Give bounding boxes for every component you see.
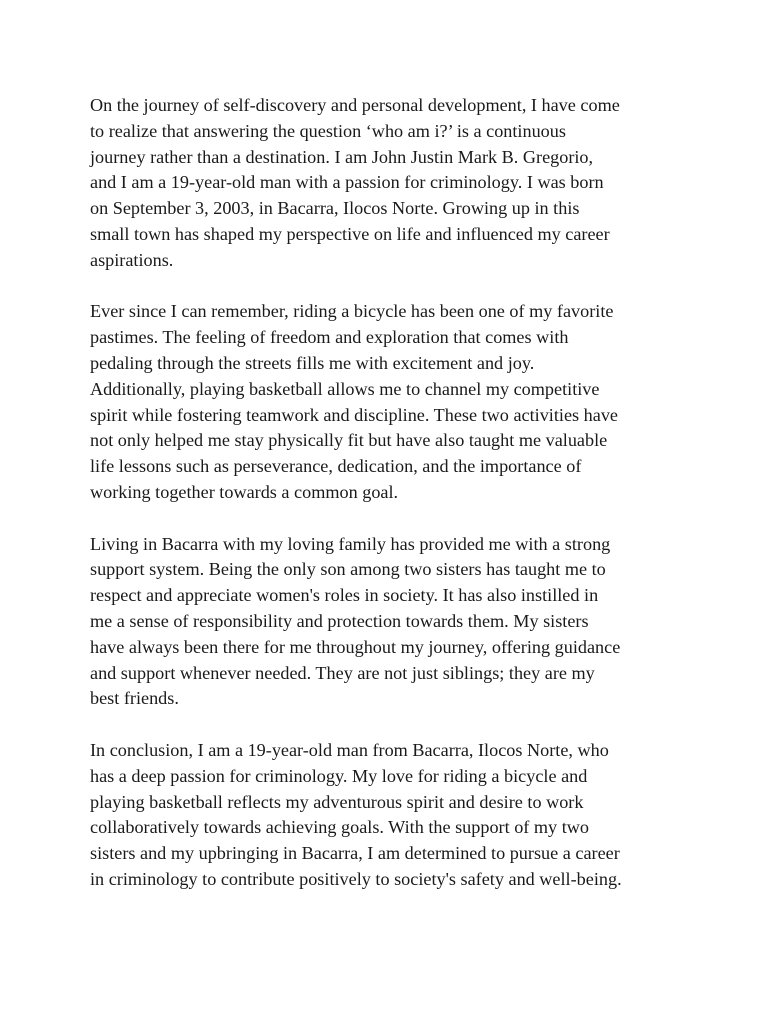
paragraph-introduction [90, 93, 690, 274]
text-line: and I am a 19-year-old man with a passion for criminology. I was born [90, 172, 604, 193]
text-line: life lessons such as perseverance, dedication, and the importance of [90, 456, 582, 477]
text-line: Living in Bacarra with my loving family has provided me with a strong [90, 533, 611, 554]
text-line: Ever since I can remember, riding a bicycle has been one of my favorite [90, 301, 614, 322]
text-line: in criminology to contribute positively to society's safety and well-being. [90, 868, 622, 889]
text-line: to realize that answering the question ‘who am i?’ is a continuous [90, 120, 566, 141]
paragraph-hobbies [90, 299, 690, 505]
text-line: me a sense of responsibility and protection towards them. My sisters [90, 610, 589, 631]
text-line: not only helped me stay physically fit but have also taught me valuable [90, 430, 608, 451]
text-line: have always been there for me throughout my journey, offering guidance [90, 636, 621, 657]
text-line: pastimes. The feeling of freedom and exploration that comes with [90, 327, 569, 348]
text-line: pedaling through the streets fills me with excitement and joy. [90, 352, 535, 373]
text-line: In conclusion, I am a 19-year-old man from Bacarra, Ilocos Norte, who [90, 739, 609, 760]
document-body [90, 93, 690, 919]
paragraph-family [90, 532, 690, 713]
text-line: aspirations. [90, 249, 174, 270]
text-line: working together towards a common goal. [90, 481, 399, 502]
text-line: respect and appreciate women's roles in society. It has also instilled in [90, 585, 599, 606]
text-line: support system. Being the only son among two sisters has taught me to [90, 559, 606, 580]
text-line: has a deep passion for criminology. My love for riding a bicycle and [90, 765, 588, 786]
paragraph-conclusion [90, 738, 690, 893]
text-line: and support whenever needed. They are not just siblings; they are my [90, 662, 595, 683]
text-line: on September 3, 2003, in Bacarra, Ilocos Norte. Growing up in this [90, 198, 580, 219]
text-line: Additionally, playing basketball allows me to channel my competitive [90, 378, 600, 399]
text-line: collaboratively towards achieving goals. With the support of my two [90, 817, 589, 838]
text-line: spirit while fostering teamwork and discipline. These two activities have [90, 404, 618, 425]
text-line: best friends. [90, 688, 179, 709]
text-line: On the journey of self-discovery and personal development, I have come [90, 95, 620, 115]
text-line: journey rather than a destination. I am John Justin Mark B. Gregorio, [90, 146, 594, 167]
text-line: playing basketball reflects my adventurous spirit and desire to work [90, 791, 584, 812]
text-line: sisters and my upbringing in Bacarra, I am determined to pursue a career [90, 843, 620, 864]
text-line: small town has shaped my perspective on life and influenced my career [90, 223, 610, 244]
